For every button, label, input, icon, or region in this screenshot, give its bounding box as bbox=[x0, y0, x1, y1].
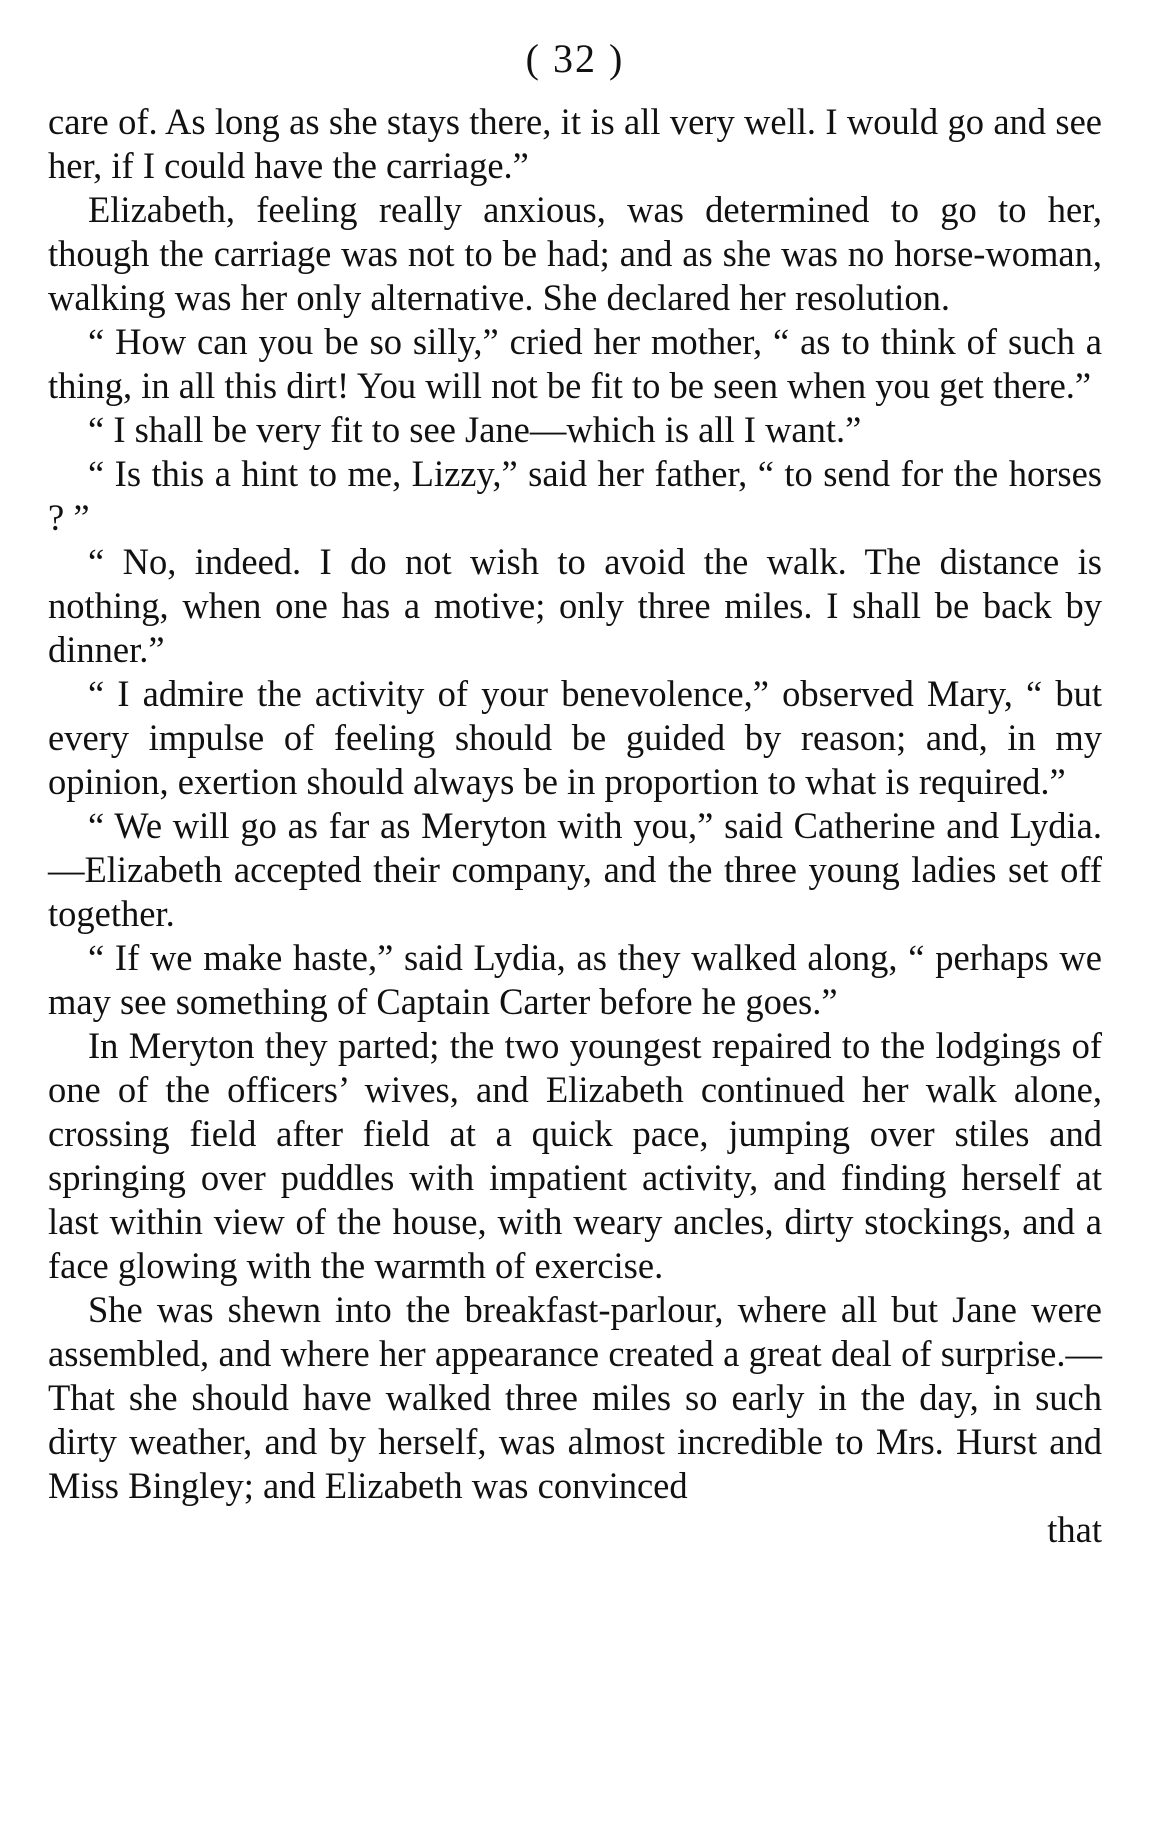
paragraph: “ I shall be very fit to see Jane—which is all I want.” bbox=[88, 409, 862, 450]
page-number: ( 32 ) bbox=[525, 36, 625, 81]
paragraph: “ Is this a hint to me, Lizzy,” said her father, “ to send for the horses ? ” bbox=[48, 453, 1102, 538]
paragraph: “ No, indeed. I do not wish to avoid the walk. The distance is nothing, when one has a motive; only three miles. I shall be back by dinner.” bbox=[48, 541, 1102, 670]
book-page bbox=[48, 30, 1102, 1552]
paragraph: “ We will go as far as Meryton with you,” said Catherine and Lydia.—Elizabeth accepted their company, and the three young ladies set off together. bbox=[48, 805, 1102, 934]
paragraph: Elizabeth, feeling really anxious, was determined to go to her, though the carriage was not to be had; and as she was no horse-woman, walking was her only alternative. She declared her resolution. bbox=[48, 189, 1102, 318]
paragraph: “ If we make haste,” said Lydia, as they walked along, “ perhaps we may see something of Captain Carter before he goes.” bbox=[48, 937, 1102, 1022]
paragraph: She was shewn into the breakfast-parlour, where all but Jane were assembled, and where her appearance created a great deal of surprise.—That she should have walked three miles so early in the day, in such dirty weather, and by herself, was almost incredible to Mrs. Hurst and Miss Bingley; and Elizabeth was convinced bbox=[48, 1289, 1102, 1506]
catchword: that bbox=[1047, 1509, 1102, 1550]
paragraph: “ How can you be so silly,” cried her mother, “ as to think of such a thing, in all this dirt! You will not be fit to be seen when you get there.” bbox=[48, 321, 1102, 406]
paragraph: care of. As long as she stays there, it is all very well. I would go and see her, if I could have the carriage.” bbox=[48, 101, 1102, 186]
paragraph: In Meryton they parted; the two youngest repaired to the lodgings of one of the officers’ wives, and Elizabeth continued her walk alone, crossing field after field at a quick pace, jumping over stiles and springing over puddles with impatient activity, and finding herself at last within view of the house, with weary ancles, dirty stockings, and a face glowing with the warmth of exercise. bbox=[48, 1025, 1102, 1286]
paragraph: “ I admire the activity of your benevolence,” observed Mary, “ but every impulse of feeling should be guided by reason; and, in my opinion, exertion should always be in proportion to what is required.” bbox=[48, 673, 1102, 802]
